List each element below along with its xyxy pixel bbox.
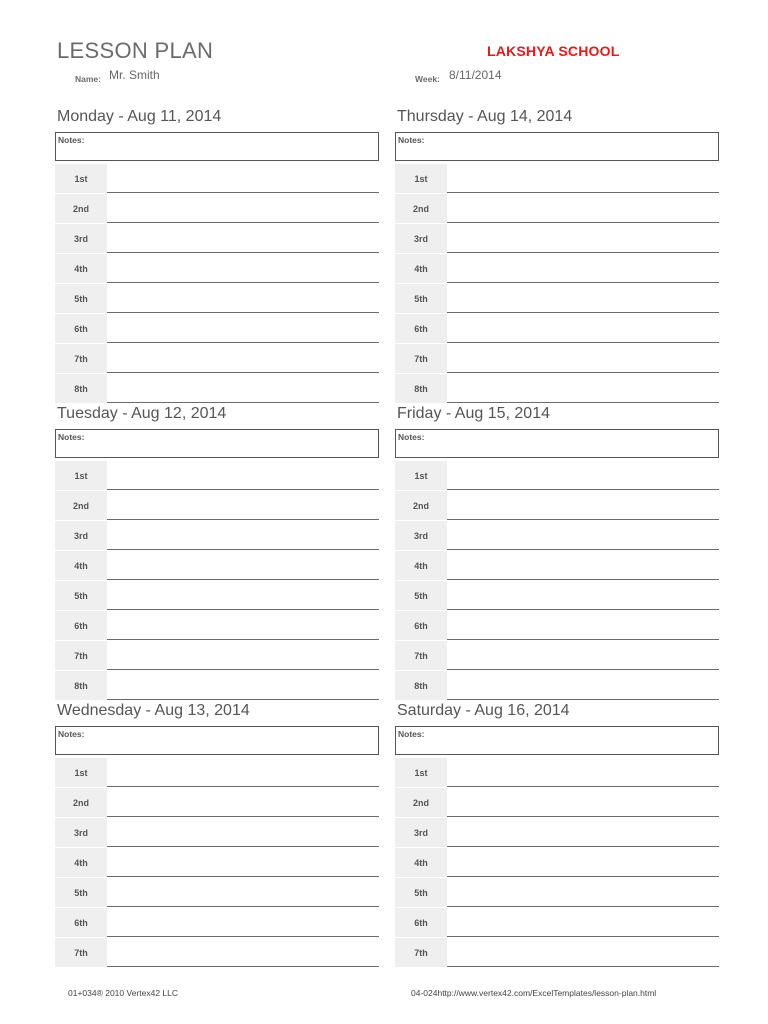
period-entry-line[interactable] (107, 669, 379, 670)
period-label: 5th (55, 284, 107, 313)
period-label: 7th (55, 344, 107, 373)
period-list (55, 164, 379, 404)
period-row[interactable] (55, 164, 379, 194)
period-label: 3rd (55, 521, 107, 550)
period-list (55, 758, 379, 968)
period-label: 3rd (395, 224, 447, 253)
period-entry-line[interactable] (107, 876, 379, 877)
period-row[interactable] (395, 521, 719, 551)
period-entry-line[interactable] (447, 786, 719, 787)
period-label: 2nd (395, 788, 447, 817)
period-entry-line[interactable] (107, 312, 379, 313)
period-label: 1st (395, 461, 447, 490)
period-row[interactable] (55, 521, 379, 551)
period-label: 7th (55, 641, 107, 670)
period-row[interactable] (55, 938, 379, 968)
footer-copyright: 01+034® 2010 Vertex42 LLC (68, 988, 179, 998)
period-entry-line[interactable] (447, 876, 719, 877)
period-row[interactable] (55, 908, 379, 938)
day-title: Monday - Aug 11, 2014 (57, 108, 222, 125)
period-row[interactable] (55, 641, 379, 671)
period-label: 3rd (55, 224, 107, 253)
period-list (55, 461, 379, 701)
notes-box[interactable] (395, 429, 719, 458)
notes-box[interactable] (395, 132, 719, 161)
period-entry-line[interactable] (107, 639, 379, 640)
period-row[interactable] (55, 878, 379, 908)
period-list (395, 164, 719, 404)
period-label: 8th (395, 671, 447, 700)
period-label: 1st (55, 164, 107, 193)
period-entry-line[interactable] (107, 699, 379, 700)
period-entry-line[interactable] (447, 402, 719, 403)
period-row[interactable] (395, 581, 719, 611)
period-row[interactable] (395, 491, 719, 521)
period-label: 2nd (395, 194, 447, 223)
school-name: LAKSHYA SCHOOL (487, 43, 620, 59)
period-entry-line[interactable] (447, 669, 719, 670)
period-entry-line[interactable] (447, 816, 719, 817)
notes-label: Notes: (58, 135, 85, 145)
period-row[interactable] (55, 374, 379, 404)
day-title: Friday - Aug 15, 2014 (397, 405, 550, 422)
period-row[interactable] (55, 224, 379, 254)
period-row[interactable] (55, 344, 379, 374)
notes-label: Notes: (58, 729, 85, 739)
period-entry-line[interactable] (447, 579, 719, 580)
period-row[interactable] (395, 818, 719, 848)
period-label: 1st (55, 461, 107, 490)
period-row[interactable] (55, 581, 379, 611)
period-entry-line[interactable] (107, 252, 379, 253)
period-row[interactable] (395, 671, 719, 701)
period-row[interactable] (395, 461, 719, 491)
period-row[interactable] (395, 758, 719, 788)
period-entry-line[interactable] (447, 192, 719, 193)
week-value: 8/11/2014 (449, 68, 502, 82)
period-label: 6th (395, 314, 447, 343)
period-entry-line[interactable] (107, 966, 379, 967)
period-label: 1st (395, 164, 447, 193)
period-entry-line[interactable] (447, 966, 719, 967)
period-label: 5th (55, 878, 107, 907)
period-label: 1st (395, 758, 447, 787)
period-row[interactable] (395, 284, 719, 314)
footer-url: 04-024http://www.vertex42.com/ExcelTemplates/lesson-plan.html (411, 988, 657, 998)
period-entry-line[interactable] (447, 699, 719, 700)
period-row[interactable] (55, 254, 379, 284)
notes-label: Notes: (398, 729, 425, 739)
period-row[interactable] (395, 254, 719, 284)
period-label: 4th (395, 551, 447, 580)
period-label: 7th (395, 344, 447, 373)
period-list (395, 461, 719, 701)
period-label: 3rd (395, 818, 447, 847)
period-row[interactable] (395, 611, 719, 641)
period-entry-line[interactable] (447, 639, 719, 640)
day-title: Thursday - Aug 14, 2014 (397, 108, 573, 125)
notes-label: Notes: (58, 432, 85, 442)
period-label: 7th (395, 938, 447, 967)
week-label: Week: (415, 74, 440, 84)
name-label: Name: (75, 74, 101, 84)
period-label: 1st (55, 758, 107, 787)
period-row[interactable] (55, 611, 379, 641)
period-label: 6th (55, 908, 107, 937)
period-row[interactable] (55, 551, 379, 581)
period-entry-line[interactable] (107, 579, 379, 580)
period-row[interactable] (55, 818, 379, 848)
period-entry-line[interactable] (447, 312, 719, 313)
period-row[interactable] (55, 788, 379, 818)
period-entry-line[interactable] (447, 372, 719, 373)
period-entry-line[interactable] (447, 519, 719, 520)
period-label: 2nd (55, 491, 107, 520)
period-row[interactable] (395, 551, 719, 581)
period-row[interactable] (55, 848, 379, 878)
period-entry-line[interactable] (447, 489, 719, 490)
period-entry-line[interactable] (447, 936, 719, 937)
period-label: 8th (55, 374, 107, 403)
period-label: 6th (55, 611, 107, 640)
period-row[interactable] (395, 194, 719, 224)
day-title: Saturday - Aug 16, 2014 (397, 702, 570, 719)
period-label: 6th (395, 908, 447, 937)
period-list (395, 758, 719, 968)
period-entry-line[interactable] (447, 342, 719, 343)
period-label: 8th (55, 671, 107, 700)
period-label: 5th (395, 284, 447, 313)
page-title: LESSON PLAN (57, 38, 214, 63)
period-row[interactable] (395, 314, 719, 344)
period-label: 4th (395, 254, 447, 283)
day-title: Tuesday - Aug 12, 2014 (57, 405, 227, 422)
period-label: 4th (55, 848, 107, 877)
period-row[interactable] (55, 758, 379, 788)
period-entry-line[interactable] (107, 192, 379, 193)
period-entry-line[interactable] (107, 549, 379, 550)
period-entry-line[interactable] (107, 609, 379, 610)
period-entry-line[interactable] (107, 816, 379, 817)
period-row[interactable] (395, 641, 719, 671)
period-row[interactable] (395, 788, 719, 818)
period-row[interactable] (395, 344, 719, 374)
period-entry-line[interactable] (107, 402, 379, 403)
period-label: 4th (395, 848, 447, 877)
period-row[interactable] (55, 491, 379, 521)
period-entry-line[interactable] (107, 906, 379, 907)
period-row[interactable] (395, 908, 719, 938)
period-row[interactable] (395, 164, 719, 194)
period-entry-line[interactable] (107, 489, 379, 490)
period-label: 5th (55, 581, 107, 610)
period-row[interactable] (395, 374, 719, 404)
period-row[interactable] (55, 284, 379, 314)
period-label: 5th (395, 878, 447, 907)
period-label: 5th (395, 581, 447, 610)
name-value: Mr. Smith (109, 68, 160, 82)
period-entry-line[interactable] (107, 786, 379, 787)
period-entry-line[interactable] (107, 936, 379, 937)
period-entry-line[interactable] (447, 609, 719, 610)
day-title: Wednesday - Aug 13, 2014 (57, 702, 250, 719)
notes-box[interactable] (55, 132, 379, 161)
period-row[interactable] (55, 194, 379, 224)
notes-box[interactable] (55, 726, 379, 755)
period-row[interactable] (55, 314, 379, 344)
period-entry-line[interactable] (107, 519, 379, 520)
period-row[interactable] (395, 848, 719, 878)
notes-box[interactable] (395, 726, 719, 755)
period-row[interactable] (395, 224, 719, 254)
period-label: 4th (55, 254, 107, 283)
notes-label: Notes: (398, 135, 425, 145)
period-entry-line[interactable] (107, 342, 379, 343)
period-label: 6th (395, 611, 447, 640)
period-label: 4th (55, 551, 107, 580)
period-row[interactable] (395, 938, 719, 968)
period-entry-line[interactable] (107, 372, 379, 373)
period-label: 7th (395, 641, 447, 670)
period-label: 6th (55, 314, 107, 343)
period-entry-line[interactable] (447, 222, 719, 223)
period-entry-line[interactable] (107, 282, 379, 283)
period-entry-line[interactable] (447, 282, 719, 283)
period-entry-line[interactable] (447, 846, 719, 847)
period-entry-line[interactable] (107, 222, 379, 223)
period-entry-line[interactable] (107, 846, 379, 847)
period-label: 2nd (55, 788, 107, 817)
period-label: 2nd (55, 194, 107, 223)
period-label: 8th (395, 374, 447, 403)
period-entry-line[interactable] (447, 549, 719, 550)
notes-box[interactable] (55, 429, 379, 458)
period-row[interactable] (55, 461, 379, 491)
period-entry-line[interactable] (447, 252, 719, 253)
period-row[interactable] (395, 878, 719, 908)
period-label: 3rd (55, 818, 107, 847)
period-row[interactable] (55, 671, 379, 701)
period-label: 2nd (395, 491, 447, 520)
period-label: 7th (55, 938, 107, 967)
period-label: 3rd (395, 521, 447, 550)
period-entry-line[interactable] (447, 906, 719, 907)
notes-label: Notes: (398, 432, 425, 442)
